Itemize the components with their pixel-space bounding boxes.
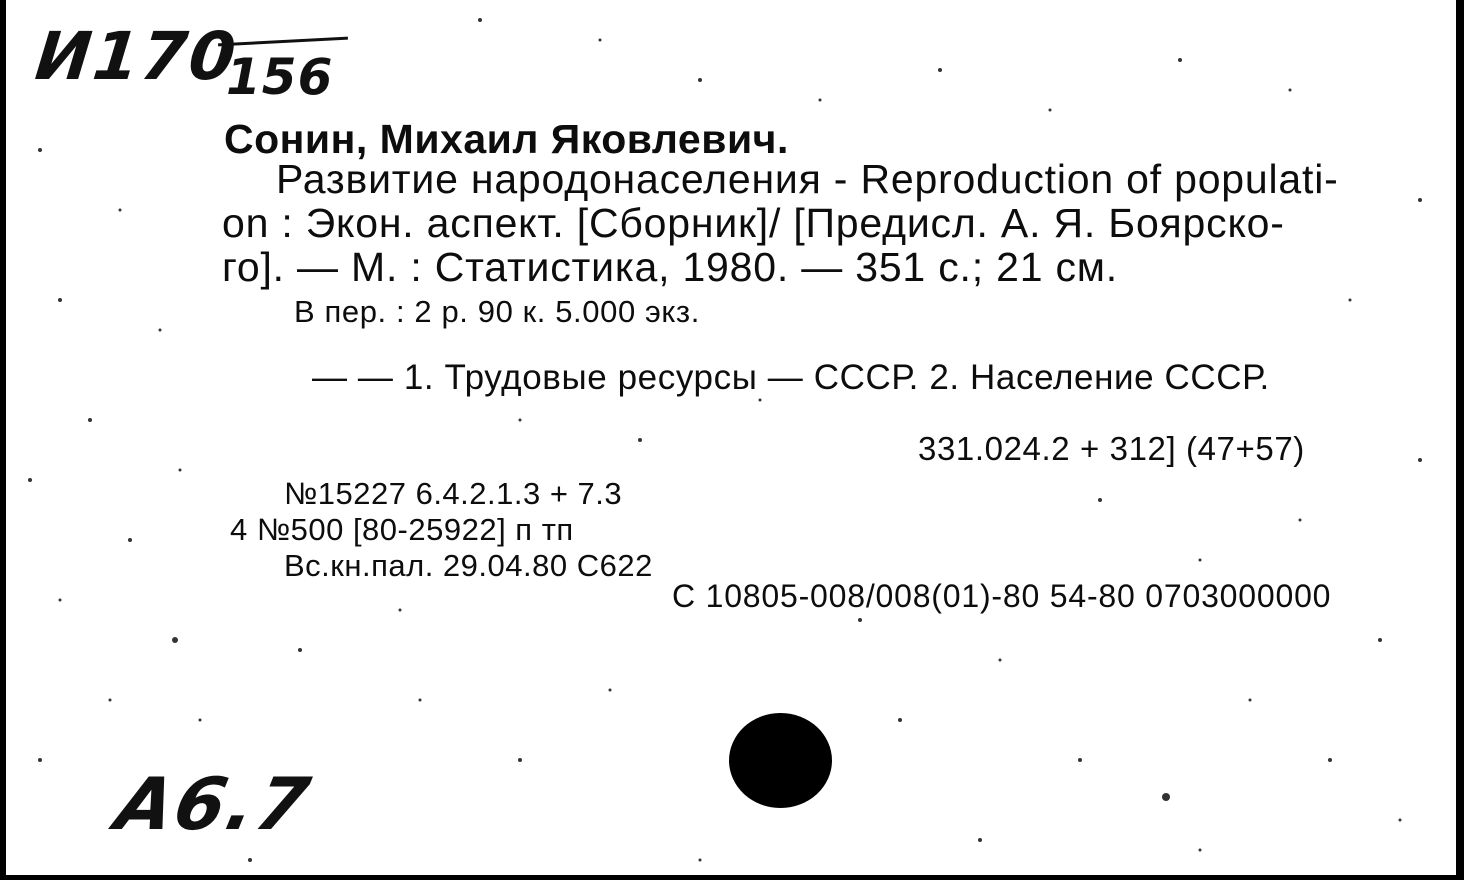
entry-subjects: — — 1. Трудовые ресурсы — СССР. 2. Население СССР.	[312, 358, 1270, 397]
scan-edge-bottom	[0, 875, 1464, 880]
handwritten-location-code: А6.7	[109, 762, 319, 846]
entry-code-line: С 10805-008/008(01)-80 54-80 0703000000	[672, 578, 1332, 614]
entry-udc: 331.024.2 + 312] (47+57)	[918, 430, 1305, 467]
handwritten-shelf-mark: И170	[31, 18, 242, 95]
scan-edge-right	[1456, 0, 1464, 880]
entry-price-line: В пер. : 2 р. 90 к. 5.000 экз.	[294, 294, 700, 329]
scan-edge-left	[0, 0, 6, 880]
entry-title-line-1: Развитие народонаселения - Reproduction of populati-	[276, 156, 1339, 202]
entry-title-line-2: on : Экон. аспект. [Сборник]/ [Предисл. А. Я. Боярско-	[222, 200, 1285, 246]
punch-hole	[729, 713, 832, 808]
entry-note-line-3: Вс.кн.пал. 29.04.80 С622	[284, 548, 653, 583]
handwritten-shelf-number: 156	[226, 48, 334, 106]
entry-note-line-2: 4 №500 [80-25922] п тп	[230, 512, 574, 547]
entry-title-line-3: го]. — М. : Статистика, 1980. — 351 с.; 21 см.	[222, 244, 1118, 290]
entry-note-line-1: №15227 6.4.2.1.3 + 7.3	[284, 476, 623, 511]
entry-author: Сонин, Михаил Яковлевич.	[224, 116, 789, 162]
